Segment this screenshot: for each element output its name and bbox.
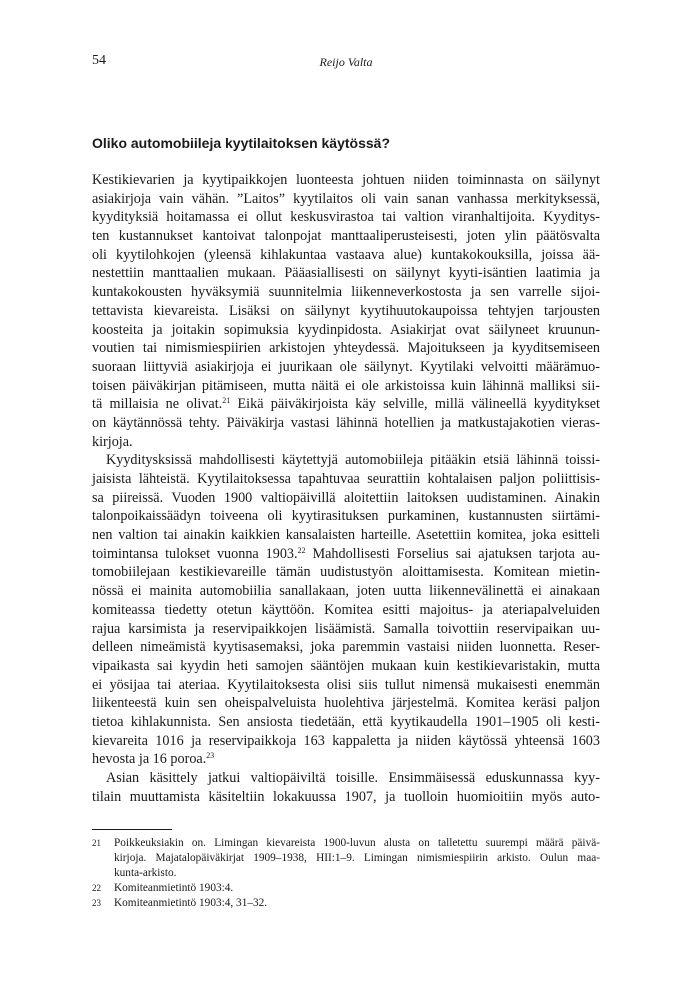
body-line-text: hevosta ja 16 poroa. <box>92 751 207 768</box>
body-line <box>92 190 600 209</box>
body-line-text: talonpoikaissäädyn toiveena oli kyytirasituksen purkaminen, kustannusten siirtämi- <box>92 508 600 525</box>
footnote <box>92 896 600 911</box>
body-line-text: Kestikievarien ja kyytipaikkojen luonteesta johtuen niiden toiminnasta on säilynyt <box>92 172 600 188</box>
footnote-reference: 22 <box>297 545 306 555</box>
footnote-number: 23 <box>92 898 101 908</box>
body-line-text-after: Mahdollisesti Forselius sai ajatuksen tarjota au- <box>305 545 600 562</box>
body-line-text-after: Eikä päiväkirjoista käy selville, millä välineellä kyyditykset <box>230 396 600 413</box>
body-line <box>92 676 600 695</box>
body-line-text: on käytännössä tehty. Päiväkirja vastasi lähinnä hotellien ja matkustajakotien vieras- <box>92 414 600 431</box>
body-line <box>92 171 600 190</box>
body-line-text: liikenteestä kuin sen oheispalveluista huolehtiva järjestelmä. Komitea keräsi paljon <box>92 695 600 712</box>
footnote <box>92 836 600 881</box>
body-line <box>92 264 600 283</box>
body-line-text: kirjoja. <box>92 433 133 450</box>
body-line <box>92 451 600 470</box>
body-text <box>92 171 600 806</box>
body-line-text: tietoa kihlakunnista. Sen ansiosta tiedetään, että kyytikaudella 1901–1905 oli kesti- <box>92 713 600 730</box>
footnote-reference: 23 <box>206 751 215 761</box>
body-line-text: komiteassa tiedetty otetun käyttöön. Komitea esitti majoitus- ja ateriapalveluiden <box>92 601 600 618</box>
body-line <box>92 433 600 452</box>
body-line <box>92 470 600 489</box>
body-line-text: toisen päiväkirjan pitämiseen, mutta näitä ei ole arkistoissa kuin lähinnä malliksi sii- <box>92 377 600 394</box>
body-line-text: vipaikasta sai kyydin heti samojen sääntöjen mukaan kuin kestikievaristakin, mutta <box>92 657 600 674</box>
body-line <box>92 302 600 321</box>
section-heading: Oliko automobiileja kyytilaitoksen käytössä? <box>92 135 390 151</box>
body-line-text: delleen nimeämistä kyytisasemaksi, joka paremmin vastaisi niiden luonnetta. Reser- <box>92 639 600 656</box>
body-line <box>92 208 600 227</box>
body-line-text: koosteita ja joitakin sopimuksia kyydinpidosta. Asiakirjat ovat säilyneet kruunun- <box>92 321 600 338</box>
body-line <box>92 507 600 526</box>
footnote-number: 22 <box>92 883 101 893</box>
body-line <box>92 788 600 807</box>
body-line <box>92 750 600 769</box>
footnote-text: Poikkeuksiakin on. Limingan kievareista 1900-luvun alusta on talletettu suurempi määrä päivä- <box>114 837 600 849</box>
body-line-text: Asian käsittely jatkui valtiopäiviltä toisille. Ensimmäisessä eduskunnassa kyy- <box>106 770 600 786</box>
footnote-text: kunta-arkisto. <box>114 867 177 879</box>
body-line-text: tettavista kievareista. Lisäksi on säilynyt kyytihuutokaupoissa tehtyjen tarjousten <box>92 302 600 319</box>
body-line <box>92 377 600 396</box>
body-line <box>92 657 600 676</box>
body-line-text: oli kyytilohkojen (yleensä kihlakuntaa vastaava alue) kuntakokouksilla, joissa ää- <box>92 246 600 263</box>
body-line <box>92 769 600 788</box>
body-line-text: kievareita 1016 ja reservipaikkoja 163 kappaletta ja niiden käytössä yhteensä 1603 <box>92 732 600 749</box>
body-line-text: voutien tai nimismiespiirien arkistojen yhteydessä. Majoitukseen ja kyyditsemiseen <box>92 340 600 357</box>
body-line-text: asiakirjoja vain vähän. ”Laitos” kyytilaitos oli vain sanan vanhassa merkityksessä, <box>92 190 600 207</box>
body-line <box>92 526 600 545</box>
running-head: Reijo Valta <box>319 55 373 69</box>
body-line-text: nestettiin manttaalien mukaan. Pääasiallisesti on säilynyt kyyti-isäntien laatimia ja <box>92 265 600 282</box>
body-line-text: kuntakokousten hyväksymiä suunnitelmia liikenneverkostosta ja sen varrelle sijoi- <box>92 284 600 301</box>
body-line <box>92 227 600 246</box>
footnote <box>92 881 600 896</box>
footnote-number: 21 <box>92 838 101 848</box>
body-line <box>92 358 600 377</box>
body-line <box>92 246 600 265</box>
body-line-text: tomobiilejaan kestikievareille tämän uudistustyön aloittamisesta. Komitean mietin- <box>92 564 600 581</box>
footnote-text: Komiteanmietintö 1903:4, 31–32. <box>114 897 268 909</box>
body-line <box>92 694 600 713</box>
body-line-text: toimintansa tulokset vuonna 1903. <box>92 545 298 562</box>
body-line <box>92 395 600 414</box>
footnote-text: kirjoja. Majatalopäiväkirjat 1909–1938, HII:1–9. Limingan nimismiespiirin arkisto. Oulun maa- <box>114 852 600 864</box>
body-line-text: tilain muuttamista käsiteltiin lokakuussa 1907, ja tuolloin huomioitiin myös auto- <box>92 788 600 805</box>
body-line-text: kyydityksiä hoitamassa ei ollut keskusvirastoa tai valtion viranhaltijoita. Kyyditys- <box>92 209 600 226</box>
body-line-text: sa piireissä. Vuoden 1900 valtiopäivillä aloitettiin laitoksen uudistaminen. Ainakin <box>92 489 600 506</box>
body-line-text: ten kustannukset kantoivat talonpojat manttaaliperusteisesti, joten ylin päätösvalta <box>92 228 600 245</box>
body-line <box>92 620 600 639</box>
body-line <box>92 601 600 620</box>
body-line <box>92 545 600 564</box>
body-line <box>92 321 600 340</box>
footnotes <box>92 836 600 911</box>
footnote-rule <box>92 829 172 830</box>
body-line <box>92 283 600 302</box>
body-line-text: suoraan liittyviä asiakirjoja ei juurikaan ole säilynyt. Kyytilaki velvoitti määrämuo- <box>92 358 600 375</box>
body-line <box>92 489 600 508</box>
body-line <box>92 582 600 601</box>
body-line-text: rajua karsimista ja reservipaikkojen lisäämistä. Samalla toivottiin reservipaikan uu- <box>92 620 600 637</box>
body-line-text: tä millaisia ne olivat. <box>92 396 223 413</box>
footnote-reference: 21 <box>222 396 231 406</box>
body-line-text: nen valtion tai ainakin kaikkien kansalaisten harteille. Asetettiin komitea, joka esitteli <box>92 527 600 544</box>
body-line <box>92 339 600 358</box>
body-line <box>92 414 600 433</box>
footnote-text: Komiteanmietintö 1903:4. <box>114 882 234 894</box>
body-line-text: nössä ei mainita automobiilia sanallakaan, joten uutta liikennevälinettä ei ainakaan <box>92 583 600 600</box>
page-number: 54 <box>92 53 106 68</box>
body-line-text: jaisista lähteistä. Kyytilaitoksessa tapahtuvaa seurattiin kohtalaisen paljon poliittisis- <box>92 471 600 487</box>
body-line <box>92 638 600 657</box>
body-line-text: ei yösijaa tai ateriaa. Kyytilaitoksesta olisi siis tullut nimensä mukaisesti enemmän <box>92 676 600 693</box>
body-line <box>92 732 600 751</box>
body-line-text: Kyyditysksissä mahdollisesti käytettyjä automobiileja pitääkin etsiä lähinnä toissi- <box>106 452 600 469</box>
body-line <box>92 563 600 582</box>
body-line <box>92 713 600 732</box>
